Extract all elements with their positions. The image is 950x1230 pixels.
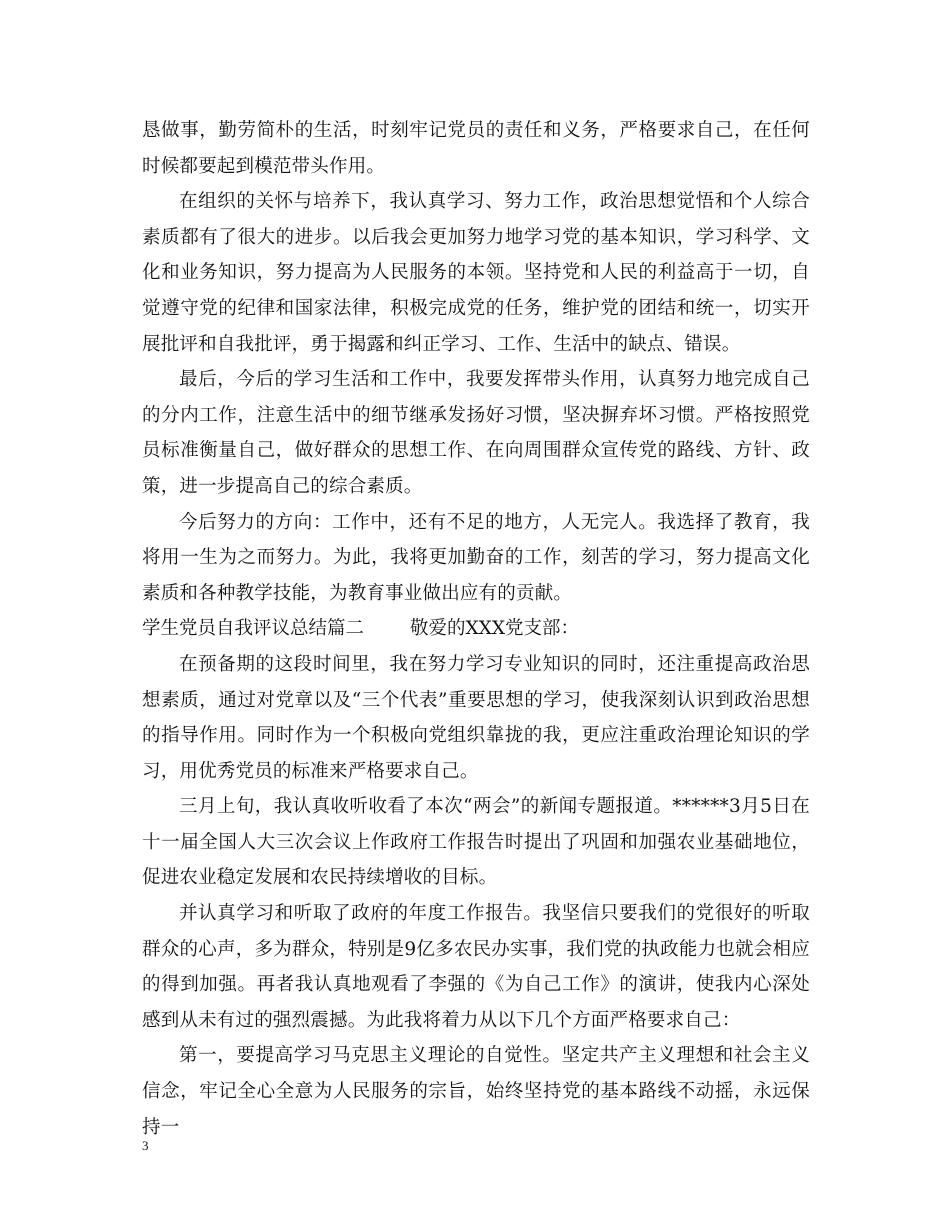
paragraph-future-direction: 今后努力的方向：工作中，还有不足的地方，人无完人。我选择了教育，我将用一生为之而努力。为此，我将更加勤奋的工作，刻苦的学习，努力提高文化素质和各种教学技能，为教育事业做出应有的贡献。: [142, 511, 810, 604]
paragraph-continuation: 恳做事，勤劳简朴的生活，时刻牢记党员的责任和义务，严格要求自己，在任何时候都要起到模范带头作用。: [142, 120, 810, 177]
document-body: [142, 113, 810, 1145]
paragraph-probation-period: 在预备期的这段时间里，我在努力学习专业知识的同时，还注重提高政治思想素质，通过对党章以及“三个代表”重要思想的学习，使我深刻认识到政治思想的指导作用。同时作为一个积极向党组织靠拢的我，更应注重政治理论知识的学习，用优秀党员的标准来严格要求自己。: [142, 653, 810, 782]
page-number: 3: [142, 1138, 149, 1153]
paragraph-two-sessions: 三月上旬，我认真收听收看了本次“两会”的新闻专题报道。******3月5日在十一届全国人大三次会议上作政府工作报告时提出了巩固和加强农业基础地位，促进农业稳定发展和农民持续增收的目标。: [142, 796, 810, 889]
paragraph-first-point: 第一，要提高学习马克思主义理论的自觉性。坚定共产主义理想和社会主义信念，牢记全心全意为人民服务的宗旨，始终坚持党的基本路线不动摇，永远保持一: [142, 1045, 810, 1138]
paragraph-finally: 最后，今后的学习生活和工作中，我要发挥带头作用，认真努力地完成自己的分内工作，注意生活中的细节继承发扬好习惯，坚决摒弃坏习惯。严格按照党员标准衡量自己，做好群众的思想工作、在向周围群众宣传党的路线、方针、政策，进一步提高自己的综合素质。: [142, 369, 810, 497]
section-title: 学生党员自我评议总结篇二: [142, 618, 365, 640]
salutation: 敬爱的XXX党支部：: [410, 618, 580, 640]
section-heading-line: [142, 611, 810, 647]
paragraph-work-report: 并认真学习和听取了政府的年度工作报告。我坚信只要我们的党很好的听取群众的心声，多为群众，特别是9亿多农民办实事，我们党的执政能力也就会相应的得到加强。再者我认真地观看了李强的《为自己工作》的演讲，使我内心深处感到从未有过的强烈震撼。为此我将着力从以下几个方面严格要求自己：: [142, 903, 810, 1031]
paragraph-organization-care: 在组织的关怀与培养下，我认真学习、努力工作，政治思想觉悟和个人综合素质都有了很大的进步。以后我会更加努力地学习党的基本知识，学习科学、文化和业务知识，努力提高为人民服务的本领。坚持党和人民的利益高于一切，自觉遵守党的纪律和国家法律，积极完成党的任务，维护党的团结和统一，切实开展批评和自我批评，勇于揭露和纠正学习、工作、生活中的缺点、错误。: [142, 191, 810, 355]
